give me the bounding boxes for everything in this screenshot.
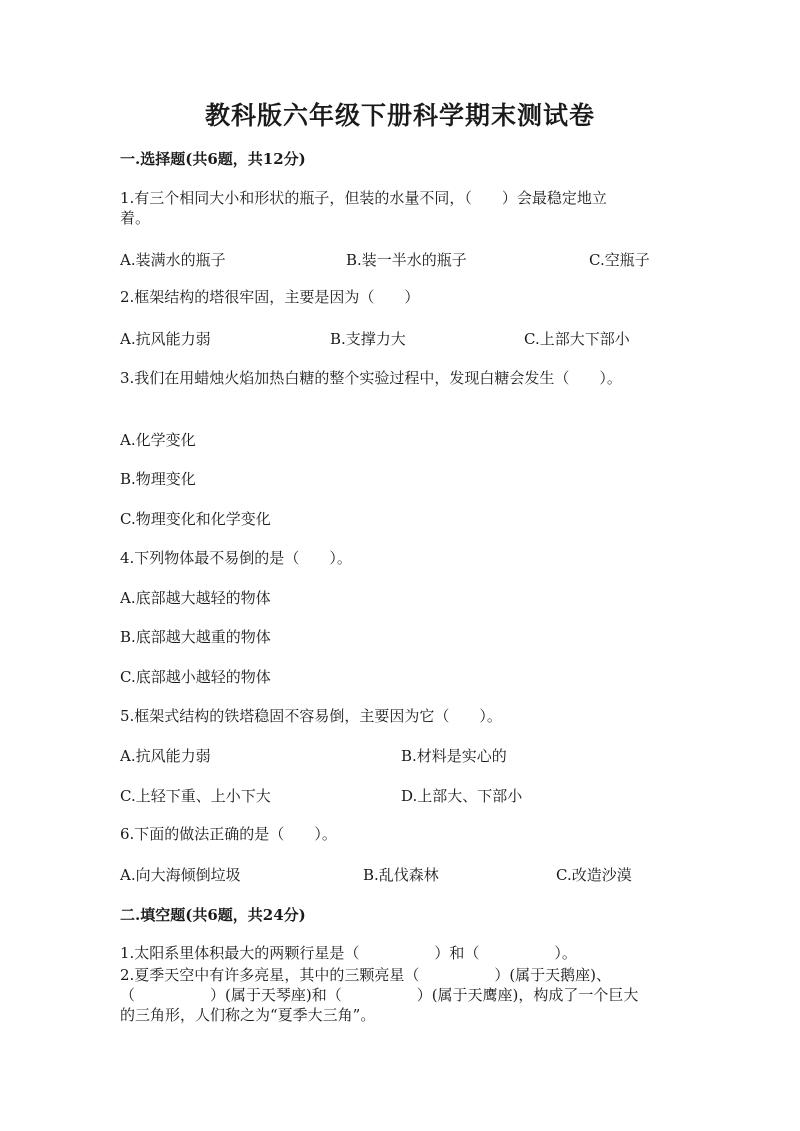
question-5-option-c: C.上轻下重、上小下大 (120, 787, 271, 805)
question-4-option-b: B.底部越大越重的物体 (120, 628, 271, 646)
question-2-option-b: B.支撑力大 (330, 330, 406, 348)
question-4-option-c: C.底部越小越轻的物体 (120, 668, 271, 686)
question-5-option-d: D.上部大、下部小 (401, 787, 523, 805)
question-6-option-a: A.向大海倾倒垃圾 (120, 866, 241, 884)
question-4-option-a: A.底部越大越轻的物体 (120, 589, 271, 607)
question-6-stem: 6.下面的做法正确的是（ ）。 (120, 825, 337, 843)
fill-question-2 (120, 965, 700, 1025)
fill-question-2-line-3: 的三角形，人们称之为“夏季大三角”。 (120, 1006, 376, 1024)
question-3-stem: 3.我们在用蜡烛火焰加热白糖的整个实验过程中，发现白糖会发生（ ）。 (120, 369, 622, 387)
question-3-option-c: C.物理变化和化学变化 (120, 510, 271, 528)
question-3-option-b: B.物理变化 (120, 470, 196, 488)
fill-question-1: 1.太阳系里体积最大的两颗行星是（ ）和（ ）。 (120, 944, 577, 962)
question-1-option-c: C.空瓶子 (589, 251, 650, 269)
question-6-option-c: C.改造沙漠 (556, 866, 632, 884)
section-1-heading: 一.选择题(共6题，共12分) (120, 150, 306, 168)
question-6-option-b: B.乱伐森林 (363, 866, 439, 884)
question-5-stem: 5.框架式结构的铁塔稳固不容易倒，主要因为它（ ）。 (120, 707, 502, 725)
question-1-option-a: A.装满水的瓶子 (120, 251, 226, 269)
question-2-option-a: A.抗风能力弱 (120, 330, 211, 348)
question-3-option-a: A.化学变化 (120, 431, 196, 449)
question-5-option-a: A.抗风能力弱 (120, 747, 211, 765)
page-title: 教科版六年级下册科学期末测试卷 (204, 101, 595, 130)
question-4-stem: 4.下列物体最不易倒的是（ ）。 (120, 549, 352, 567)
fill-question-2-line-2: （ ）(属于天琴座)和（ ）(属于天鹰座)，构成了一个巨大 (120, 986, 639, 1004)
fill-question-2-line-1: 2.夏季天空中有许多亮星，其中的三颗亮星（ ）(属于天鹅座)、 (120, 966, 612, 984)
question-1-line-1: 1.有三个相同大小和形状的瓶子，但装的水量不同，（ ）会最稳定地立 (120, 189, 607, 207)
question-2-stem: 2.框架结构的塔很牢固，主要是因为（ ） (120, 288, 420, 306)
question-2-option-c: C.上部大下部小 (524, 330, 630, 348)
section-2-heading: 二.填空题(共6题，共24分) (120, 906, 306, 924)
question-1-stem (120, 188, 680, 228)
question-5-option-b: B.材料是实心的 (401, 747, 507, 765)
question-1-line-2: 着。 (120, 209, 151, 227)
question-1-option-b: B.装一半水的瓶子 (346, 251, 467, 269)
